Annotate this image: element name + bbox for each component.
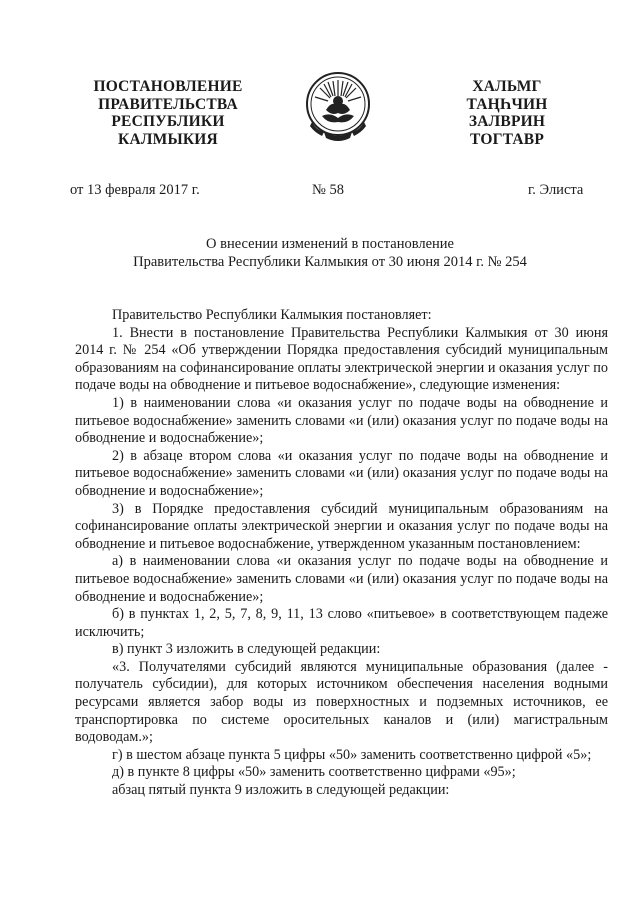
title-line-2: Правительства Республики Калмыкия от 30 июня 2014 г. № 254 xyxy=(133,254,527,270)
header-kalmyk-line: ЗАЛВРИН xyxy=(468,113,546,130)
body-paragraph: абзац пятый пункта 9 изложить в следующей редакции: xyxy=(112,782,450,799)
body-paragraph: 2) в абзаце втором слова «и оказания услуг по подаче воды на обводнение и питьевое водоснабжение» заменить словами «и (или) оказания услуг по подаче воды на обводнение и водоснабжение»; xyxy=(75,447,608,499)
body-paragraph: Правительство Республики Калмыкия постановляет: xyxy=(112,307,432,323)
document-body xyxy=(75,307,608,800)
header-kalmyk-line: ХАЛЬМГ xyxy=(472,78,542,95)
body-paragraph: д) в пункте 8 цифры «50» заменить соответственно цифрами «95»; xyxy=(112,764,516,781)
header-kalmyk-line: ТАҢҺЧИН xyxy=(466,95,548,113)
body-paragraph: 1. Внести в постановление Правительства Республики Калмыкия от 30 июня 2014 г. № 254 «Об утверждении Порядка предоставления субсидий муниципальным образованиям на софинансирование оплаты электрической энергии и оказания услуг по подаче воды на обводнение и питьевое водоснабжение», следующие изменения: xyxy=(75,324,608,394)
header-ru-line: ПОСТАНОВЛЕНИЕ xyxy=(93,78,243,95)
header-ru xyxy=(62,78,274,148)
body-paragraph: «3. Получателями субсидий являются муниципальные образования (далее - получатель субсидии), для которых источником обеспечения населения водными ресурсами является забор воды из поверхностных и подземных источников, ее транспортировка по системе оросительных каналов и (или) магистральным водоводам.»; xyxy=(75,658,608,746)
body-paragraph: в) пункт 3 изложить в следующей редакции: xyxy=(112,641,381,658)
header-ru-line: ПРАВИТЕЛЬСТВА xyxy=(98,95,238,113)
header-ru-line: КАЛМЫКИЯ xyxy=(118,130,218,148)
document-title xyxy=(60,235,600,271)
document-number: № 58 xyxy=(312,182,344,198)
body-paragraph: г) в шестом абзаце пункта 5 цифры «50» заменить соответственно цифрой «5»; xyxy=(112,746,592,763)
header-kalmyk-line: ТОГТАВР xyxy=(469,130,545,148)
document-date: от 13 февраля 2017 г. xyxy=(70,182,200,198)
body-paragraph: 3) в Порядке предоставления субсидий муниципальным образованиям на софинансирование оплаты электрической энергии и оказания услуг по подаче воды на обводнение и питьевое водоснабжение, утвержденном указанным постановлением: xyxy=(75,500,608,552)
header-ru-line: РЕСПУБЛИКИ xyxy=(111,113,225,130)
coat-of-arms-emblem xyxy=(302,66,374,146)
title-line-1: О внесении изменений в постановление xyxy=(206,236,454,252)
body-paragraph: 1) в наименовании слова «и оказания услуг по подаче воды на обводнение и питьевое водоснабжение» заменить словами «и (или) оказания услуг по подаче воды на обводнение и водоснабжение»; xyxy=(75,394,608,447)
body-paragraph: а) в наименовании слова «и оказания услуг по подаче воды на обводнение и питьевое водоснабжение» заменить словами «и (или) оказания услуг по подаче воды на обводнение и водоснабжение»; xyxy=(75,553,608,605)
document-meta-row xyxy=(0,182,640,202)
header-kalmyk xyxy=(432,78,582,148)
body-paragraph: б) в пунктах 1, 2, 5, 7, 8, 9, 11, 13 слово «питьевое» в соответствующем падеже исключить; xyxy=(75,606,608,640)
document-city: г. Элиста xyxy=(528,182,584,198)
